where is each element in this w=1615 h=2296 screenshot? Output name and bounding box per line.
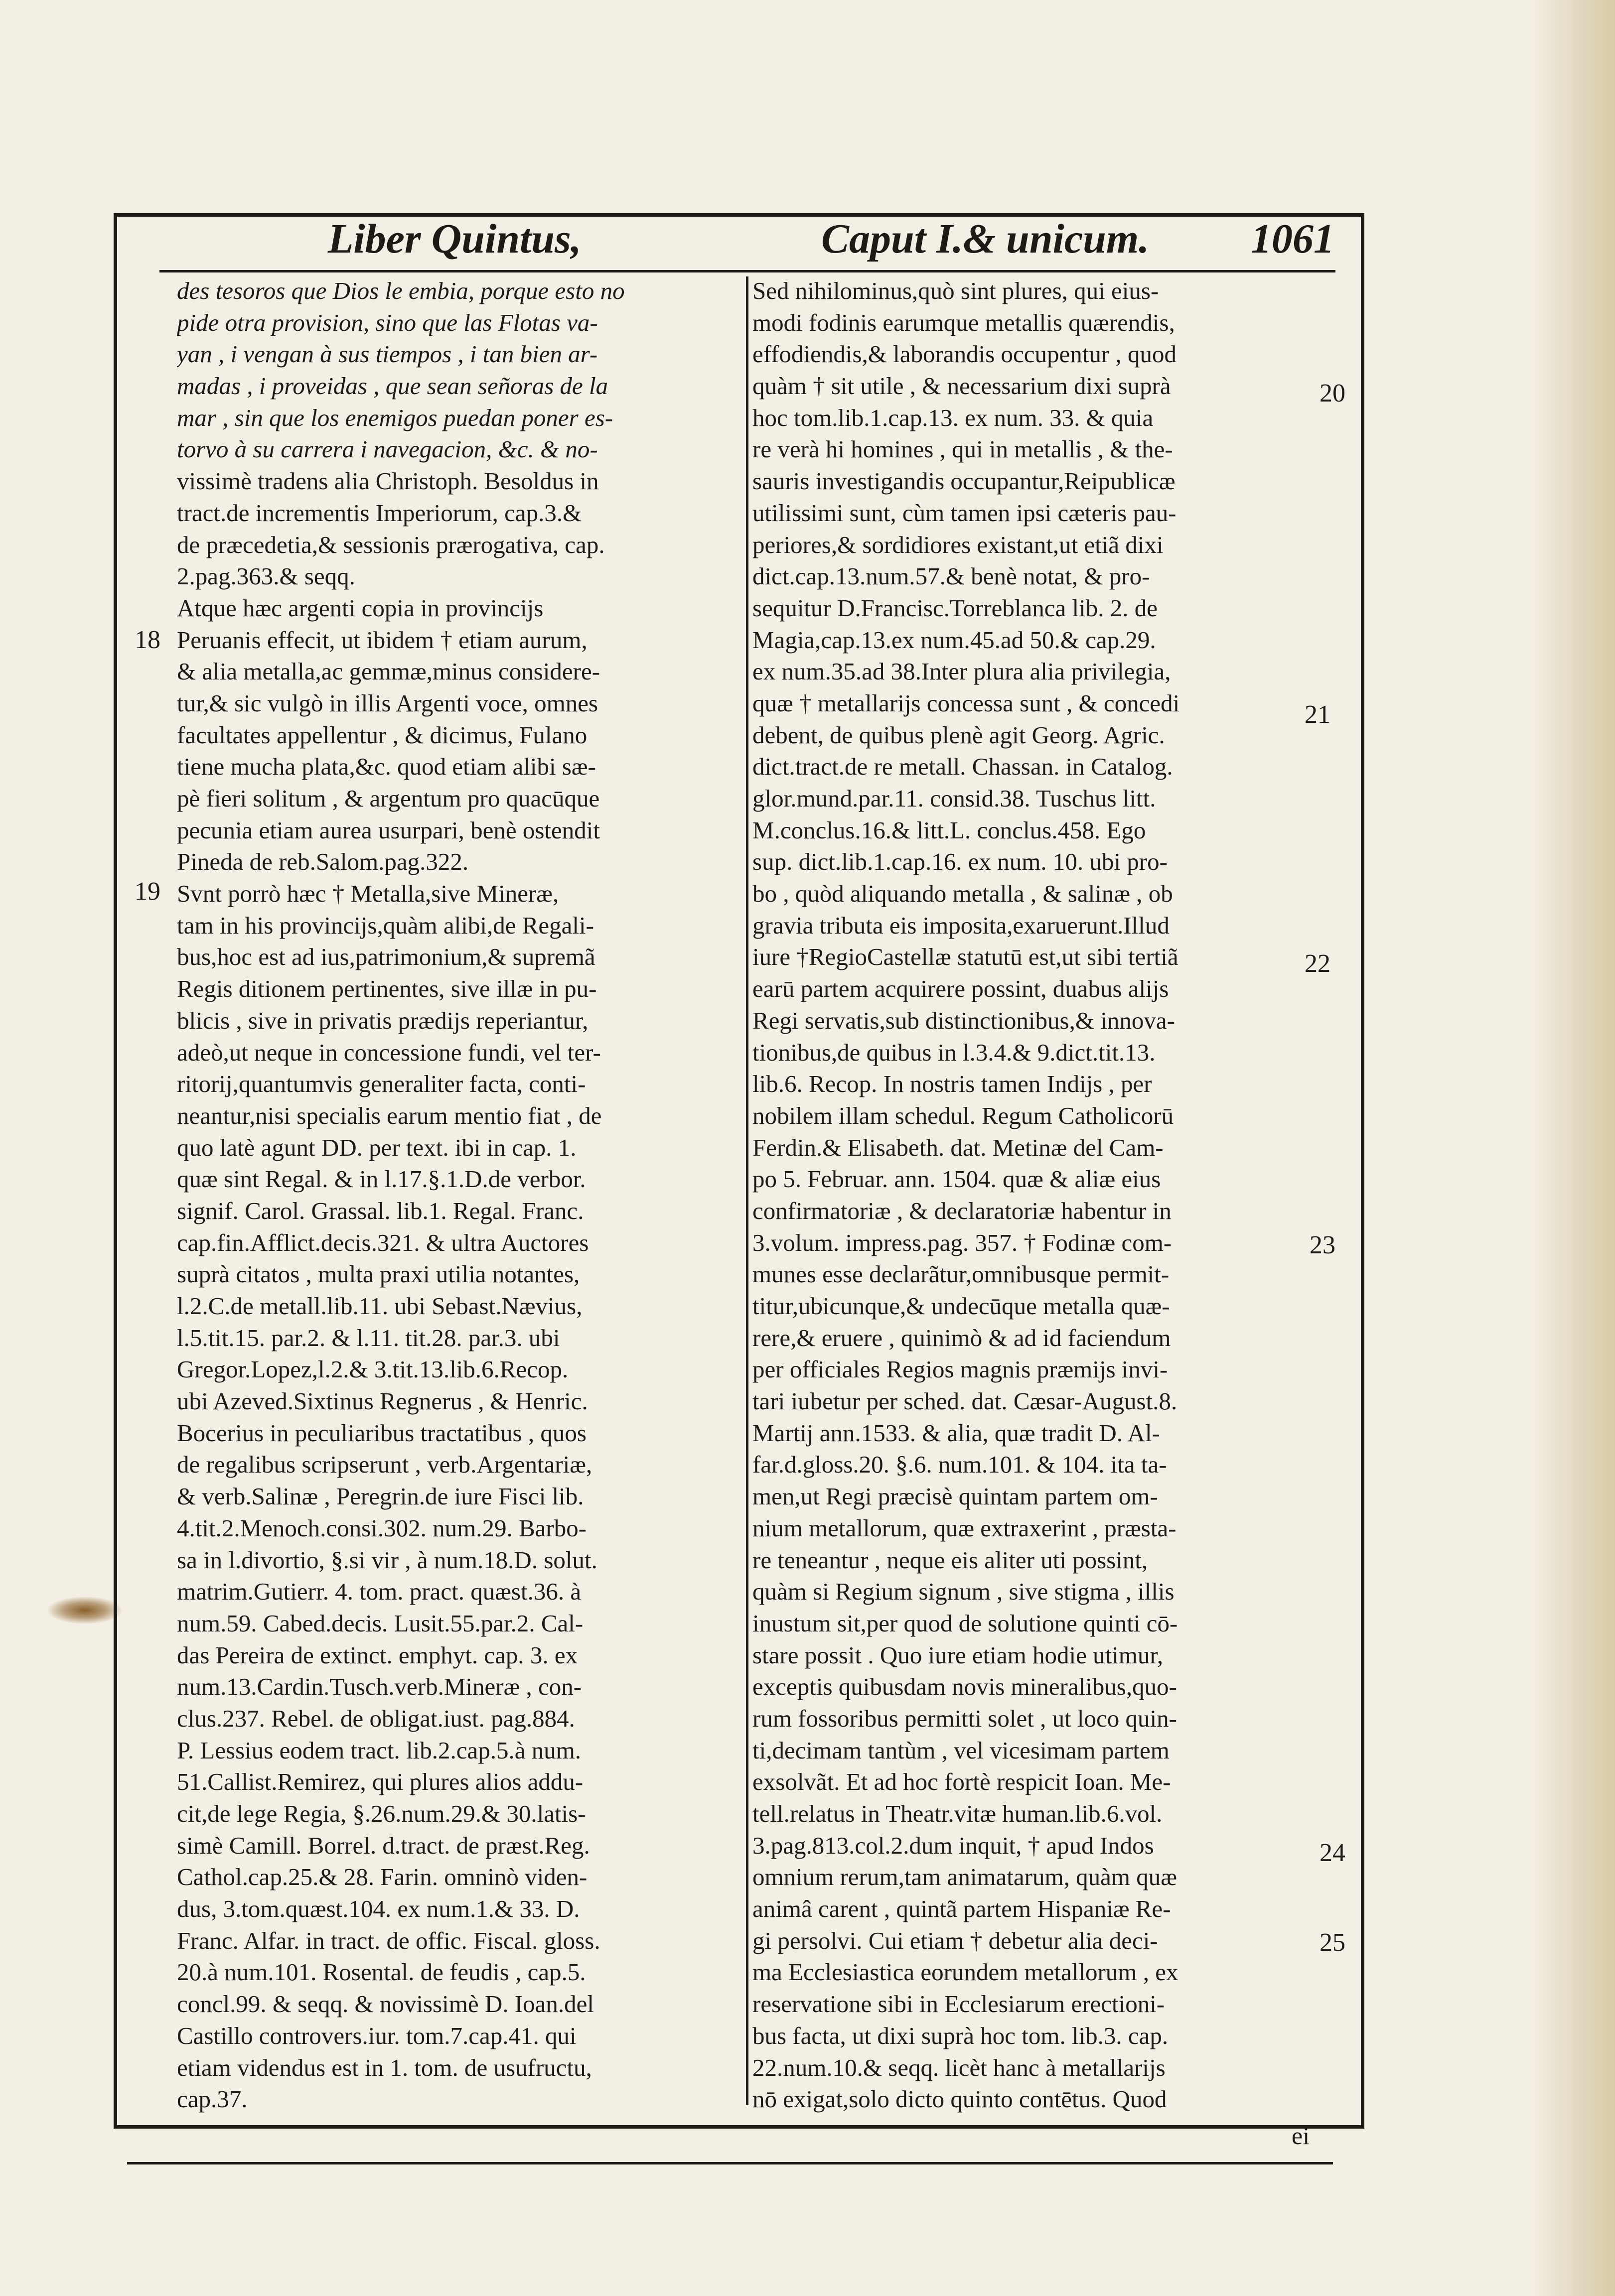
gutter-shadow bbox=[1530, 0, 1615, 2296]
text-line: inustum sit,per quod de solutione quinti cō- bbox=[752, 1609, 1178, 1637]
text-line: modi fodinis earumque metallis quærendis, bbox=[752, 308, 1175, 336]
text-line: & alia metalla,ac gemmæ,minus considere- bbox=[177, 658, 600, 685]
text-line: pide otra provision, sino que las Flotas va- bbox=[177, 308, 598, 336]
text-line: utilissimi sunt, cùm tamen ipsi cæteris pau- bbox=[752, 499, 1176, 527]
text-line: dict.tract.de re metall. Chassan. in Catalog. bbox=[752, 753, 1173, 781]
text-line: re verà hi homines , qui in metallis , & the- bbox=[752, 435, 1173, 463]
text-line: gravia tributa eis imposita,exaruerunt.Illud bbox=[752, 911, 1170, 939]
text-line: l.5.tit.15. par.2. & l.11. tit.28. par.3. ubi bbox=[177, 1324, 560, 1351]
text-line: Magia,cap.13.ex num.45.ad 50.& cap.29. bbox=[752, 626, 1156, 654]
text-line: tur,& sic vulgò in illis Argenti voce, omnes bbox=[177, 689, 598, 717]
text-line: quàm si Regium signum , sive stigma , illis bbox=[752, 1578, 1175, 1606]
text-line: dict.cap.13.num.57.& benè notat, & pro- bbox=[752, 562, 1150, 590]
right-column bbox=[752, 275, 1313, 2115]
text-line: lib.6. Recop. In nostris tamen Indijs , per bbox=[752, 1070, 1152, 1098]
text-line: sup. dict.lib.1.cap.16. ex num. 10. ubi pro- bbox=[752, 848, 1168, 876]
text-line: sequitur D.Francisc.Torreblanca lib. 2. de bbox=[752, 594, 1158, 622]
text-line: 2.pag.363.& seqq. bbox=[177, 562, 355, 590]
text-line: earū partem acquirere possint, duabus alijs bbox=[752, 975, 1169, 1003]
text-line: matrim.Gutierr. 4. tom. pract. quæst.36. à bbox=[177, 1578, 582, 1606]
text-line: cit,de lege Regia, §.26.num.29.& 30.latis- bbox=[177, 1800, 586, 1827]
text-line: Franc. Alfar. in tract. de offic. Fiscal. gloss. bbox=[177, 1926, 600, 1954]
text-line: signif. Carol. Grassal. lib.1. Regal. Franc. bbox=[177, 1197, 584, 1224]
text-line: Cathol.cap.25.& 28. Farin. omninò viden- bbox=[177, 1863, 587, 1891]
margin-number: 18 bbox=[135, 626, 160, 654]
text-line: nium metallorum, quæ extraxerint , præsta- bbox=[752, 1514, 1176, 1542]
margin-number: 22 bbox=[1305, 949, 1330, 978]
margin-number: 21 bbox=[1305, 700, 1330, 729]
text-line: nobilem illam schedul. Regum Catholicorū bbox=[752, 1101, 1174, 1129]
text-line: omnium rerum,tam animatarum, quàm quæ bbox=[752, 1863, 1177, 1891]
text-line: P. Lessius eodem tract. lib.2.cap.5.à num. bbox=[177, 1736, 582, 1764]
text-line: pecunia etiam aurea usurpari, benè ostendit bbox=[177, 816, 600, 844]
text-line: Castillo controvers.iur. tom.7.cap.41. qui bbox=[177, 2022, 577, 2049]
text-line: exsolvãt. Et ad hoc fortè respicit Ioan. Me- bbox=[752, 1768, 1171, 1796]
text-line: titur,ubicunque,& undecūque metalla quæ- bbox=[752, 1292, 1170, 1320]
text-line: Martij ann.1533. & alia, quæ tradit D. Al- bbox=[752, 1419, 1160, 1447]
text-line: tell.relatus in Theatr.vitæ human.lib.6.vol. bbox=[752, 1800, 1163, 1827]
text-line: hoc tom.lib.1.cap.13. ex num. 33. & quia bbox=[752, 404, 1154, 431]
text-line: suprà citatos , multa praxi utilia notantes, bbox=[177, 1260, 580, 1288]
margin-number: 25 bbox=[1320, 1928, 1345, 1957]
text-line: quæ sint Regal. & in l.17.§.1.D.de verbor. bbox=[177, 1165, 586, 1193]
text-line: yan , i vengan à sus tiempos , i tan bien ar- bbox=[177, 340, 598, 368]
text-line: tiene mucha plata,&c. quod etiam alibi sæ- bbox=[177, 753, 596, 781]
text-line: tam in his provincijs,quàm alibi,de Regali- bbox=[177, 911, 594, 939]
text-line: de præcedetia,& sessionis prærogativa, cap. bbox=[177, 531, 605, 558]
text-line: cap.fin.Afflict.decis.321. & ultra Auctores bbox=[177, 1228, 589, 1256]
text-line: 3.pag.813.col.2.dum inquit, † apud Indos bbox=[752, 1831, 1154, 1859]
left-column bbox=[177, 275, 737, 2115]
text-line: per officiales Regios magnis præmijs invi- bbox=[752, 1355, 1168, 1383]
text-line: & verb.Salinæ , Peregrin.de iure Fisci lib. bbox=[177, 1483, 584, 1510]
text-line: 20.à num.101. Rosental. de feudis , cap.5. bbox=[177, 1958, 586, 1986]
text-line: confirmatoriæ , & declaratoriæ habentur in bbox=[752, 1197, 1172, 1224]
header-rule bbox=[159, 270, 1335, 272]
page-number: 1061 bbox=[1251, 216, 1334, 262]
text-line: simè Camill. Borrel. d.tract. de præst.Reg. bbox=[177, 1831, 590, 1859]
text-line: Pineda de reb.Salom.pag.322. bbox=[177, 848, 469, 876]
text-line: bus facta, ut dixi suprà hoc tom. lib.3. cap. bbox=[752, 2022, 1169, 2049]
text-line: pè fieri solitum , & argentum pro quacūque bbox=[177, 785, 600, 812]
text-line: ex num.35.ad 38.Inter plura alia privilegia, bbox=[752, 658, 1171, 685]
text-line: Regis ditionem pertinentes, sive illæ in pu- bbox=[177, 975, 597, 1003]
text-line: periores,& sordidiores existant,ut etiã dixi bbox=[752, 531, 1164, 558]
column-divider bbox=[746, 276, 748, 2105]
text-line: bo , quòd aliquando metalla , & salinæ , ob bbox=[752, 880, 1173, 908]
text-line: debent, de quibus plenè agit Georg. Agric. bbox=[752, 721, 1165, 749]
running-header bbox=[114, 214, 1364, 264]
text-line: tari iubetur per sched. dat. Cæsar-August.8. bbox=[752, 1387, 1177, 1415]
margin-number: 23 bbox=[1310, 1231, 1335, 1259]
text-line: adeò,ut neque in concessione fundi, vel ter- bbox=[177, 1038, 601, 1066]
text-line: cap.37. bbox=[177, 2085, 248, 2113]
text-line: das Pereira de extinct. emphyt. cap. 3. ex bbox=[177, 1641, 578, 1669]
text-line: ubi Azeved.Sixtinus Regnerus , & Henric. bbox=[177, 1387, 588, 1415]
text-line: 51.Callist.Remirez, qui plures alios addu- bbox=[177, 1768, 584, 1796]
text-line: l.2.C.de metall.lib.11. ubi Sebast.Nævius, bbox=[177, 1292, 583, 1320]
text-line: stare possit . Quo iure etiam hodie utimur, bbox=[752, 1641, 1164, 1669]
text-line: des tesoros que Dios le embia, porque esto no bbox=[177, 277, 625, 304]
text-line: re teneantur , neque eis aliter uti possint, bbox=[752, 1546, 1148, 1574]
text-line: Gregor.Lopez,l.2.& 3.tit.13.lib.6.Recop. bbox=[177, 1355, 569, 1383]
text-line: rere,& eruere , quinimò & ad id faciendum bbox=[752, 1324, 1171, 1351]
text-line: sa in l.divortio, §.si vir , à num.18.D. solut. bbox=[177, 1546, 597, 1574]
text-line: Svnt porrò hæc † Metalla,sive Mineræ, bbox=[177, 880, 559, 908]
text-line: ti,decimam tantùm , vel vicesimam partem bbox=[752, 1736, 1170, 1764]
text-line: facultates appellentur , & dicimus, Fulano bbox=[177, 721, 587, 749]
margin-number: 24 bbox=[1320, 1839, 1345, 1867]
text-line: dus, 3.tom.quæst.104. ex num.1.& 33. D. bbox=[177, 1895, 580, 1923]
text-line: 22.num.10.& seqq. licèt hanc à metallarijs bbox=[752, 2053, 1166, 2081]
text-line: bus,hoc est ad ius,patrimonium,& supremã bbox=[177, 943, 595, 971]
ink-stain bbox=[47, 1597, 122, 1624]
text-line: Regi servatis,sub distinctionibus,& innova- bbox=[752, 1006, 1175, 1034]
text-line: animâ carent , quintã partem Hispaniæ Re- bbox=[752, 1895, 1171, 1923]
text-line: 3.volum. impress.pag. 357. † Fodinæ com- bbox=[752, 1228, 1172, 1256]
text-line: neantur,nisi specialis earum mentio fiat , de bbox=[177, 1101, 602, 1129]
bottom-rule bbox=[127, 2162, 1333, 2164]
text-line: ma Ecclesiastica eorundem metallorum , ex bbox=[752, 1958, 1178, 1986]
text-line: de regalibus scripserunt , verb.Argentariæ, bbox=[177, 1451, 592, 1479]
text-line: Bocerius in peculiaribus tractatibus , quos bbox=[177, 1419, 587, 1447]
text-line: men,ut Regi præcisè quintam partem om- bbox=[752, 1483, 1158, 1510]
text-line: rum fossoribus permitti solet , ut loco quin- bbox=[752, 1704, 1177, 1732]
text-line: quæ † metallarijs concessa sunt , & concedi bbox=[752, 689, 1180, 717]
text-line: torvo à su carrera i navegacion, &c. & no- bbox=[177, 435, 598, 463]
text-line: 4.tit.2.Menoch.consi.302. num.29. Barbo- bbox=[177, 1514, 587, 1542]
margin-number: 19 bbox=[135, 877, 160, 906]
catchword: ei bbox=[1292, 2122, 1310, 2150]
text-line: vissimè tradens alia Christoph. Besoldus in bbox=[177, 467, 599, 495]
text-line: num.13.Cardin.Tusch.verb.Mineræ , con- bbox=[177, 1673, 582, 1701]
text-line: reservatione sibi in Ecclesiarum erectioni- bbox=[752, 1990, 1165, 2018]
text-line: Ferdin.& Elisabeth. dat. Metinæ del Cam- bbox=[752, 1133, 1164, 1161]
text-line: quo latè agunt DD. per text. ibi in cap. 1. bbox=[177, 1133, 577, 1161]
text-line: iure †RegioCastellæ statutū est,ut sibi tertiã bbox=[752, 943, 1178, 971]
text-line: effodiendis,& laborandis occupentur , quod bbox=[752, 340, 1176, 368]
text-line: Peruanis effecit, ut ibidem † etiam aurum, bbox=[177, 626, 587, 654]
text-line: blicis , sive in privatis prædijs reperiantur, bbox=[177, 1006, 588, 1034]
text-line: tionibus,de quibus in l.3.4.& 9.dict.tit.13. bbox=[752, 1038, 1156, 1066]
text-line: etiam videndus est in 1. tom. de usufructu, bbox=[177, 2053, 592, 2081]
text-line: sauris investigandis occupantur,Reipublicæ bbox=[752, 467, 1175, 495]
text-line: num.59. Cabed.decis. Lusit.55.par.2. Cal- bbox=[177, 1609, 584, 1637]
text-line: exceptis quibusdam novis mineralibus,quo- bbox=[752, 1673, 1177, 1701]
text-line: tract.de incrementis Imperiorum, cap.3.& bbox=[177, 499, 582, 527]
text-line: clus.237. Rebel. de obligat.iust. pag.884. bbox=[177, 1704, 575, 1732]
text-line: Atque hæc argenti copia in provincijs bbox=[177, 594, 544, 622]
book-title: Liber Quintus, bbox=[328, 216, 582, 262]
chapter-title: Caput I.& unicum. bbox=[821, 216, 1150, 262]
text-line: glor.mund.par.11. consid.38. Tuschus litt. bbox=[752, 785, 1156, 812]
text-line: M.conclus.16.& litt.L. conclus.458. Ego bbox=[752, 816, 1146, 844]
text-line: far.d.gloss.20. §.6. num.101. & 104. ita ta- bbox=[752, 1451, 1167, 1479]
text-line: concl.99. & seqq. & novissimè D. Ioan.del bbox=[177, 1990, 594, 2018]
text-line: munes esse declarãtur,omnibusque permit- bbox=[752, 1260, 1170, 1288]
text-line: ritorij,quantumvis generaliter facta, conti- bbox=[177, 1070, 586, 1098]
text-line: mar , sin que los enemigos puedan poner es- bbox=[177, 404, 613, 431]
text-line: madas , i proveidas , que sean señoras de la bbox=[177, 372, 608, 400]
text-line: po 5. Februar. ann. 1504. quæ & aliæ eius bbox=[752, 1165, 1161, 1193]
text-line: Sed nihilominus,quò sint plures, qui eius- bbox=[752, 277, 1159, 304]
margin-number: 20 bbox=[1320, 379, 1345, 407]
text-line: quàm † sit utile , & necessarium dixi suprà bbox=[752, 372, 1171, 400]
text-line: gi persolvi. Cui etiam † debetur alia deci- bbox=[752, 1926, 1158, 1954]
text-line: nō exigat,solo dicto quinto contētus. Quod bbox=[752, 2085, 1167, 2113]
